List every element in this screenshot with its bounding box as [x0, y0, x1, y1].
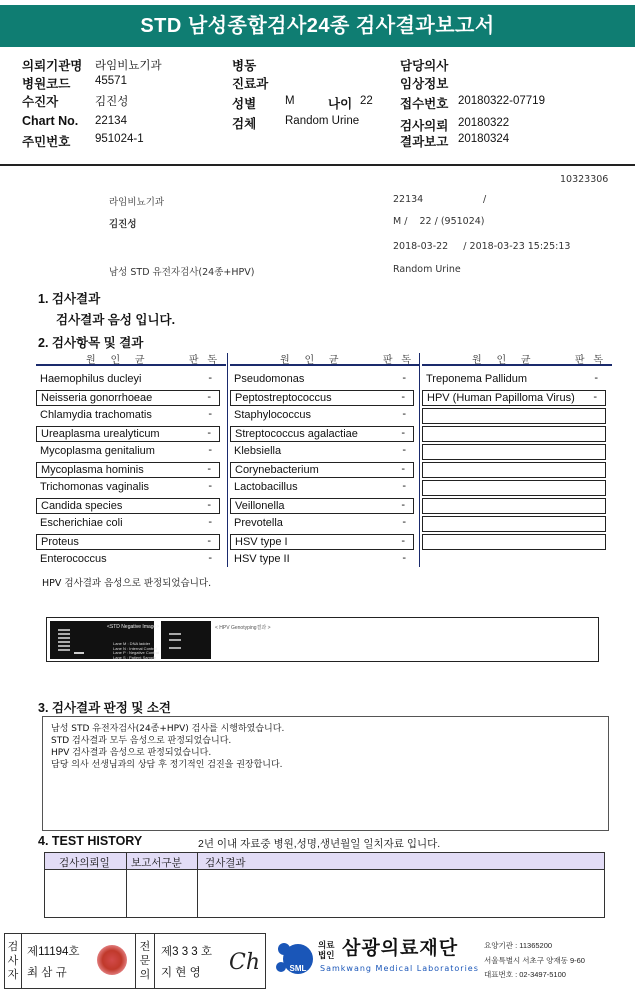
pathogen-name: Klebsiella	[234, 445, 282, 457]
result-row	[230, 372, 414, 388]
history-col-result: 검사결과	[205, 857, 246, 869]
result-row	[36, 390, 220, 406]
pathogen-name: Peptostreptococcus	[235, 392, 332, 404]
pathogen-result: -	[207, 463, 211, 475]
info3-label: 담당의사	[400, 59, 449, 73]
age-label: 나이	[328, 97, 353, 111]
column-divider	[419, 353, 420, 567]
gel-legend-line: Lane N : Internal Control	[113, 645, 157, 651]
result-row	[36, 444, 220, 460]
pathogen-name: Escherichiae coli	[40, 517, 123, 529]
doctor-signature: Ch	[229, 950, 261, 975]
divider	[0, 164, 635, 166]
pathogen-name: Mycoplasma genitalium	[40, 445, 155, 457]
pathogen-name: HPV (Human Papilloma Virus)	[427, 392, 575, 404]
info-label: Chart No.	[22, 114, 79, 128]
result-row	[36, 408, 220, 424]
pathogen-name: Proteus	[41, 536, 79, 548]
tester-label	[6, 940, 20, 982]
pathogen-name: HSV type I	[235, 536, 288, 548]
specialist-id: 제3 3 3 호	[161, 946, 212, 958]
info3-value: 20180324	[458, 133, 510, 145]
sex-label: 성별	[232, 97, 257, 111]
specimen-label: 검체	[232, 117, 257, 131]
section-1-title: 1. 검사결과	[38, 292, 101, 306]
result-row	[422, 516, 606, 532]
result-column-header	[422, 348, 612, 366]
pathogen-name: Ureaplasma urealyticum	[41, 428, 160, 440]
opinion-line: STD 검사결과 모두 음성으로 판정되었습니다.	[51, 736, 232, 746]
column-divider	[227, 353, 228, 567]
clinic-dept-label: 진료과	[232, 77, 269, 91]
result-column-header	[230, 348, 420, 366]
info3-label: 임상정보	[400, 77, 449, 91]
signature-block	[4, 933, 266, 989]
pathogen-name: Trichomonas vaginalis	[40, 481, 150, 493]
pathogen-result: -	[401, 463, 405, 475]
result-row	[36, 534, 220, 550]
pathogen-result: -	[401, 535, 405, 547]
history-header	[45, 853, 604, 870]
gel-legend-line: Lane P : Negative Control	[113, 650, 159, 655]
meta-name: 김진성	[109, 219, 137, 230]
specialist-label-char: 전	[139, 941, 151, 953]
result-row	[230, 552, 414, 568]
info-label: 병원코드	[22, 77, 71, 91]
pathogen-result: -	[208, 372, 212, 384]
pathogen-name: Neisseria gonorrhoeae	[41, 392, 153, 404]
hpv-note: HPV 검사결과 음성으로 판정되었습니다.	[42, 578, 212, 589]
sex-value: M	[285, 95, 295, 107]
pathogen-name: Veillonella	[235, 500, 285, 512]
pathogen-result: -	[208, 516, 212, 528]
result-row	[230, 480, 414, 496]
org-name: 삼광의료재단	[342, 938, 459, 959]
pathogen-result: -	[402, 444, 406, 456]
result-column	[36, 348, 226, 565]
info-label: 수진자	[22, 95, 59, 109]
specialist-name: 지 현 영	[161, 967, 201, 979]
pathogen-result: -	[402, 552, 406, 564]
pathogen-name: Haemophilus ducleyi	[40, 373, 142, 385]
pathogen-name: Streptococcus agalactiae	[235, 428, 358, 440]
meta-chart: 22134	[393, 194, 424, 205]
result-row	[36, 480, 220, 496]
org-english: Samkwang Medical Laboratories	[320, 964, 479, 973]
result-row	[36, 552, 220, 568]
history-table	[44, 852, 605, 918]
pathogen-name: Enterococcus	[40, 553, 107, 565]
pathogen-header: 원 인 균	[86, 355, 151, 366]
result-header: 판 독	[574, 355, 606, 366]
official-seal	[97, 945, 127, 975]
info-value: 라임비뇨기과	[95, 60, 162, 72]
pathogen-name: Treponema Pallidum	[426, 373, 528, 385]
age-value: 22	[360, 95, 373, 107]
org-legal: 의료법인	[318, 940, 335, 960]
history-col-report-type: 보고서구분	[131, 857, 182, 869]
section-3-title: 3. 검사결과 판정 및 소견	[38, 701, 171, 715]
result-row	[422, 372, 606, 388]
meta-specimen: Random Urine	[393, 264, 461, 275]
result-column-header	[36, 348, 226, 366]
gel-right-title: < HPV Genotyping결과 >	[215, 625, 271, 631]
opinion-box	[42, 716, 609, 831]
pathogen-name: Corynebacterium	[235, 464, 319, 476]
pathogen-result: -	[401, 391, 405, 403]
info-label: 의뢰기관명	[22, 59, 83, 73]
result-row	[422, 534, 606, 550]
info3-value: 20180322-07719	[458, 95, 545, 107]
specimen-value: Random Urine	[285, 115, 360, 127]
meta-dates: 2018-03-22 / 2018-03-23 15:25:13	[393, 241, 571, 252]
pathogen-result: -	[401, 499, 405, 511]
pathogen-result: -	[402, 516, 406, 528]
pathogen-result: -	[208, 480, 212, 492]
opinion-line: HPV 검사결과 음성으로 판정되었습니다.	[51, 748, 212, 758]
pathogen-name: Staphylococcus	[234, 409, 312, 421]
result-row	[230, 444, 414, 460]
specialist-label-char: 문	[139, 955, 151, 967]
gel-image-panel	[46, 617, 599, 662]
meta-clinic: 라임비뇨기과	[109, 197, 165, 208]
result-header: 판 독	[188, 355, 220, 366]
pathogen-result: -	[207, 391, 211, 403]
pathogen-result: -	[208, 552, 212, 564]
care-org-no: 요양기관 : 11365200	[484, 941, 553, 950]
info-value: 951024-1	[95, 133, 144, 145]
meta-sex-age: M / 22 / (951024)	[393, 216, 485, 227]
result-row	[230, 408, 414, 424]
result-row	[422, 498, 606, 514]
history-col-request-date: 검사의뢰일	[59, 857, 110, 869]
result-row	[36, 462, 220, 478]
meta-slash: /	[483, 194, 487, 205]
pathogen-name: Chlamydia trachomatis	[40, 409, 152, 421]
result-row	[230, 516, 414, 532]
org-phone: 대표번호 : 02-3497-5100	[484, 970, 566, 979]
doc-number: 10323306	[560, 174, 609, 185]
gel-legend-line: Lane M : DNA ladder	[113, 641, 151, 646]
result-row	[36, 498, 220, 514]
meta-test-name: 남성 STD 유전자검사(24종+HPV)	[109, 267, 255, 278]
result-column	[230, 348, 420, 565]
pathogen-result: -	[207, 535, 211, 547]
result-row	[422, 426, 606, 442]
pathogen-result: -	[594, 372, 598, 384]
sml-logo-text: SML	[289, 964, 307, 973]
report-title: STD 남성종합검사24종 검사결과보고서	[0, 5, 635, 47]
result-row	[230, 426, 414, 442]
tester-label-char: 검	[7, 941, 19, 953]
pathogen-name: Pseudomonas	[234, 373, 305, 385]
tester-name: 최 삼 규	[27, 967, 67, 979]
result-row	[36, 516, 220, 532]
result-row	[422, 444, 606, 460]
pathogen-result: -	[402, 480, 406, 492]
info3-value: 20180322	[458, 117, 510, 129]
pathogen-name: HSV type II	[234, 553, 290, 565]
pathogen-result: -	[402, 372, 406, 384]
result-header: 판 독	[382, 355, 414, 366]
specialist-label	[138, 940, 152, 982]
tester-label-char: 자	[7, 969, 19, 981]
pathogen-result: -	[207, 499, 211, 511]
result-row	[36, 426, 220, 442]
pathogen-result: -	[208, 408, 212, 420]
tester-label-char: 사	[7, 955, 19, 967]
section-2-title: 2. 검사항목 및 결과	[38, 336, 144, 350]
section-1-summary: 검사결과 음성 입니다.	[56, 313, 176, 327]
result-column	[422, 348, 612, 404]
result-row	[230, 534, 414, 550]
result-row	[422, 408, 606, 424]
tester-id: 제11194호	[27, 946, 80, 958]
info-value: 김진성	[95, 96, 129, 108]
result-row	[422, 480, 606, 496]
info-value: 45571	[95, 75, 127, 87]
info3-label: 접수번호	[400, 97, 449, 111]
pathogen-result: -	[402, 408, 406, 420]
result-row	[230, 498, 414, 514]
gel-image-right	[161, 621, 211, 659]
pathogen-result: -	[593, 391, 597, 403]
sml-logo-icon	[272, 937, 316, 981]
pathogen-name: Mycoplasma hominis	[41, 464, 144, 476]
specialist-label-char: 의	[139, 969, 151, 981]
result-row	[422, 462, 606, 478]
gel-legend-line: Lane S : Patient Sample	[113, 654, 157, 660]
result-row	[230, 390, 414, 406]
pathogen-name: Lactobacillus	[234, 481, 298, 493]
info3-label: 결과보고	[400, 135, 449, 149]
info3-label: 검사의뢰	[400, 119, 449, 133]
section-4-title: 4. TEST HISTORY	[38, 834, 143, 848]
opinion-line: 담당 의사 선생님과의 상담 후 정기적인 검진을 권장합니다.	[51, 760, 283, 770]
pathogen-header: 원 인 균	[280, 355, 345, 366]
info-value: 22134	[95, 115, 127, 127]
pathogen-header: 원 인 균	[472, 355, 537, 366]
gel-legend	[113, 642, 159, 660]
org-address: 서울특별시 서초구 양재동 9-60	[484, 956, 585, 965]
dept-label: 병동	[232, 59, 257, 73]
history-note: 2년 이내 자료중 병원,성명,생년월일 일치자료 입니다.	[198, 838, 441, 850]
pathogen-name: Prevotella	[234, 517, 283, 529]
pathogen-result: -	[208, 444, 212, 456]
pathogen-result: -	[401, 427, 405, 439]
pathogen-name: Candida species	[41, 500, 123, 512]
pathogen-result: -	[207, 427, 211, 439]
result-row	[230, 462, 414, 478]
info-label: 주민번호	[22, 135, 71, 149]
result-row	[422, 390, 606, 406]
gel-left-title: <STD Negative Image>	[107, 624, 160, 630]
opinion-line: 남성 STD 유전자검사(24종+HPV) 검사를 시행하였습니다.	[51, 724, 285, 734]
result-row	[36, 372, 220, 388]
